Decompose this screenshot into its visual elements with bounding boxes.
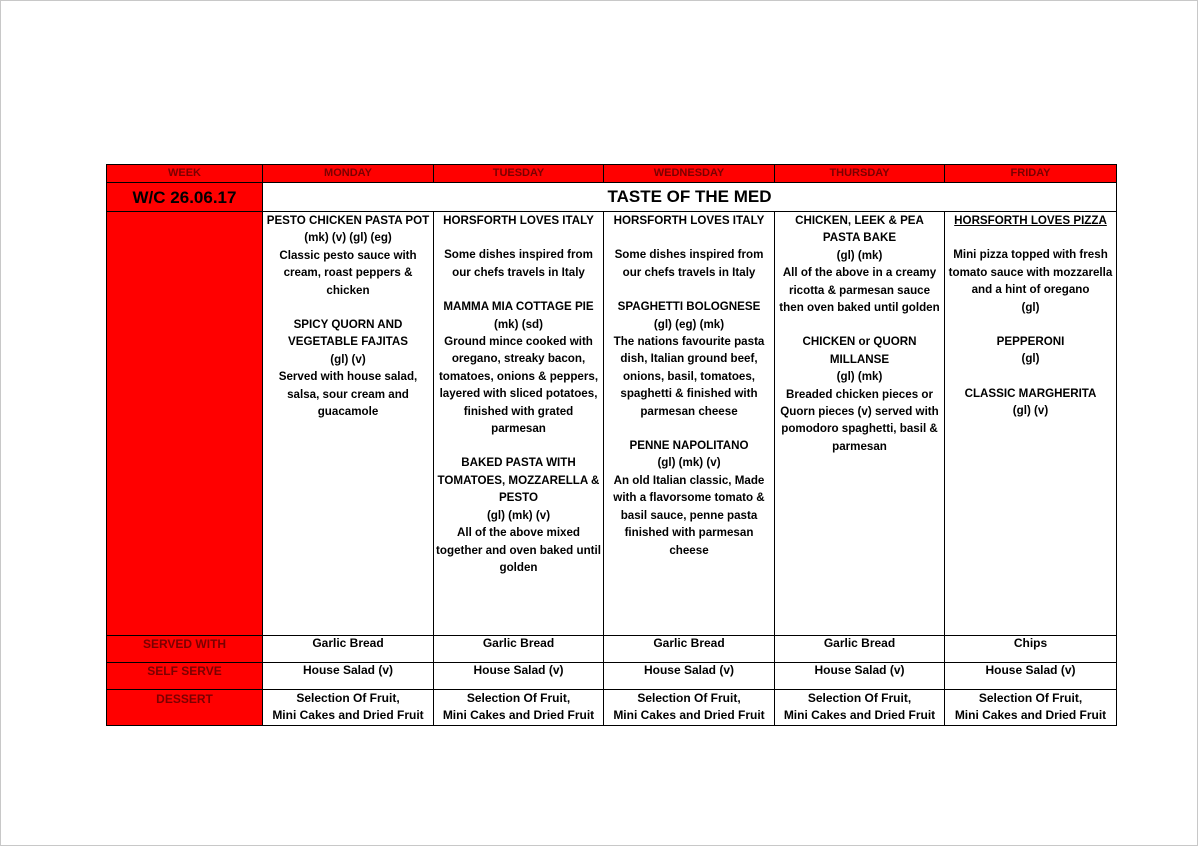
dessert-tuesday (434, 690, 604, 726)
dessert-line2: Mini Cakes and Dried Fruit (954, 708, 1107, 722)
dessert-monday (263, 690, 434, 726)
side-blank-cell (107, 212, 263, 636)
wednesday-dish1-tags: (gl) (eg) (mk) (653, 317, 725, 331)
thursday-dish2-tags: (gl) (mk) (836, 370, 883, 384)
thursday-dish1-title: CHICKEN, LEEK & PEA PASTA BAKE (795, 214, 924, 245)
monday-dish2-tags: (gl) (v) (330, 352, 366, 366)
self-serve-wednesday: House Salad (v) (604, 663, 775, 690)
thursday-dish2-title: CHICKEN or QUORN MILLANSE (802, 335, 917, 366)
tuesday-intro: Some dishes inspired from our chefs travels in Italy (444, 248, 593, 279)
thursday-dish2-desc: Breaded chicken pieces or Quorn pieces (v) served with pomodoro spaghetti, basil & parmesan (780, 387, 939, 453)
monday-dish1-title: PESTO CHICKEN PASTA POT (266, 214, 430, 227)
wednesday-heading: HORSFORTH LOVES ITALY (613, 214, 765, 227)
week-header: WEEK (107, 165, 263, 183)
wednesday-dish1-desc: The nations favourite pasta dish, Italian ground beef, onions, basil, tomatoes, spaghetti & finished with parmesan cheese (613, 335, 765, 418)
tuesday-dish1-title: MAMMA MIA COTTAGE PIE (443, 300, 594, 314)
self-serve-thursday: House Salad (v) (775, 663, 945, 690)
friday-dish2-tags: (gl) (v) (1012, 404, 1049, 418)
friday-dish1-tags: (gl) (1021, 352, 1040, 366)
day-header-monday: MONDAY (263, 165, 434, 183)
menu-content-row (107, 212, 1117, 636)
dessert-line1: Selection Of Fruit, (296, 691, 400, 705)
dessert-row (107, 690, 1117, 726)
dessert-line2: Mini Cakes and Dried Fruit (272, 708, 424, 722)
thursday-dish1-desc: All of the above in a creamy ricotta & parmesan sauce then oven baked until golden (779, 266, 940, 315)
header-row (107, 165, 1117, 183)
served-with-wednesday: Garlic Bread (604, 636, 775, 663)
dessert-line1: Selection Of Fruit, (637, 691, 741, 705)
weekly-menu-table (106, 164, 1117, 726)
tuesday-dish2-title: BAKED PASTA WITH TOMATOES, MOZZARELLA & PESTO (437, 456, 600, 505)
served-with-friday: Chips (945, 636, 1117, 663)
wednesday-menu-cell (604, 212, 775, 636)
self-serve-tuesday: House Salad (v) (434, 663, 604, 690)
dessert-line2: Mini Cakes and Dried Fruit (613, 708, 765, 722)
served-with-thursday: Garlic Bread (775, 636, 945, 663)
tuesday-dish2-desc: All of the above mixed together and oven baked until golden (436, 526, 601, 574)
dessert-label: DESSERT (107, 690, 263, 726)
wednesday-dish2-title: PENNE NAPOLITANO (629, 439, 749, 453)
wednesday-dish1-title: SPAGHETTI BOLOGNESE (617, 300, 761, 314)
week-commencing: W/C 26.06.17 (107, 183, 263, 212)
friday-menu-cell (945, 212, 1117, 636)
tuesday-dish2-tags: (gl) (mk) (v) (486, 508, 551, 522)
tuesday-dish1-tags: (mk) (sd) (494, 317, 543, 331)
served-with-label: SERVED WITH (107, 636, 263, 663)
dessert-wednesday (604, 690, 775, 726)
thursday-menu-cell (775, 212, 945, 636)
dessert-line1: Selection Of Fruit, (807, 691, 912, 705)
day-header-friday: FRIDAY (945, 165, 1117, 183)
monday-dish2-title: SPICY QUORN AND VEGETABLE FAJITAS (287, 318, 409, 349)
served-with-monday: Garlic Bread (263, 636, 434, 663)
theme-title: TASTE OF THE MED (263, 183, 1117, 212)
monday-menu-cell (263, 212, 434, 636)
dessert-line2: Mini Cakes and Dried Fruit (442, 708, 595, 722)
self-serve-friday: House Salad (v) (945, 663, 1117, 690)
friday-intro: Mini pizza topped with fresh tomato sauce with mozzarella and a hint of oregano (948, 248, 1113, 297)
tuesday-dish1-desc: Ground mince cooked with oregano, streaky bacon, tomatoes, onions & peppers, layered with sliced potatoes, finished with grated parmesan (438, 335, 599, 436)
monday-dish1-desc: Classic pesto sauce with cream, roast peppers & chicken (279, 248, 417, 297)
tuesday-menu-cell (434, 212, 604, 636)
day-header-tuesday: TUESDAY (434, 165, 604, 183)
dessert-thursday (775, 690, 945, 726)
day-header-wednesday: WEDNESDAY (604, 165, 775, 183)
wednesday-dish2-desc: An old Italian classic, Made with a flavorsome tomato & basil sauce, penne pasta finished with parmesan cheese (613, 473, 765, 557)
self-serve-monday: House Salad (v) (263, 663, 434, 690)
served-with-row (107, 636, 1117, 663)
dessert-line2: Mini Cakes and Dried Fruit (783, 708, 936, 722)
friday-heading: HORSFORTH LOVES PIZZA (954, 214, 1107, 227)
friday-intro-tags: (gl) (1021, 300, 1040, 314)
dessert-line1: Selection Of Fruit, (466, 691, 571, 705)
friday-dish2-title: CLASSIC MARGHERITA (964, 386, 1097, 400)
dessert-friday (945, 690, 1117, 726)
monday-dish1-tags: (mk) (v) (gl) (eg) (304, 231, 392, 245)
dessert-line1: Selection Of Fruit, (978, 691, 1083, 705)
day-header-thursday: THURSDAY (775, 165, 945, 183)
wednesday-dish2-tags: (gl) (mk) (v) (657, 456, 721, 470)
self-serve-row (107, 663, 1117, 690)
self-serve-label: SELF SERVE (107, 663, 263, 690)
theme-row (107, 183, 1117, 212)
thursday-dish1-tags: (gl) (mk) (836, 248, 883, 262)
friday-dish1-title: PEPPERONI (996, 335, 1065, 349)
served-with-tuesday: Garlic Bread (434, 636, 604, 663)
monday-dish2-desc: Served with house salad, salsa, sour cream and guacamole (278, 370, 418, 419)
wednesday-intro: Some dishes inspired from our chefs travels in Italy (614, 248, 764, 279)
tuesday-heading: HORSFORTH LOVES ITALY (443, 214, 594, 227)
